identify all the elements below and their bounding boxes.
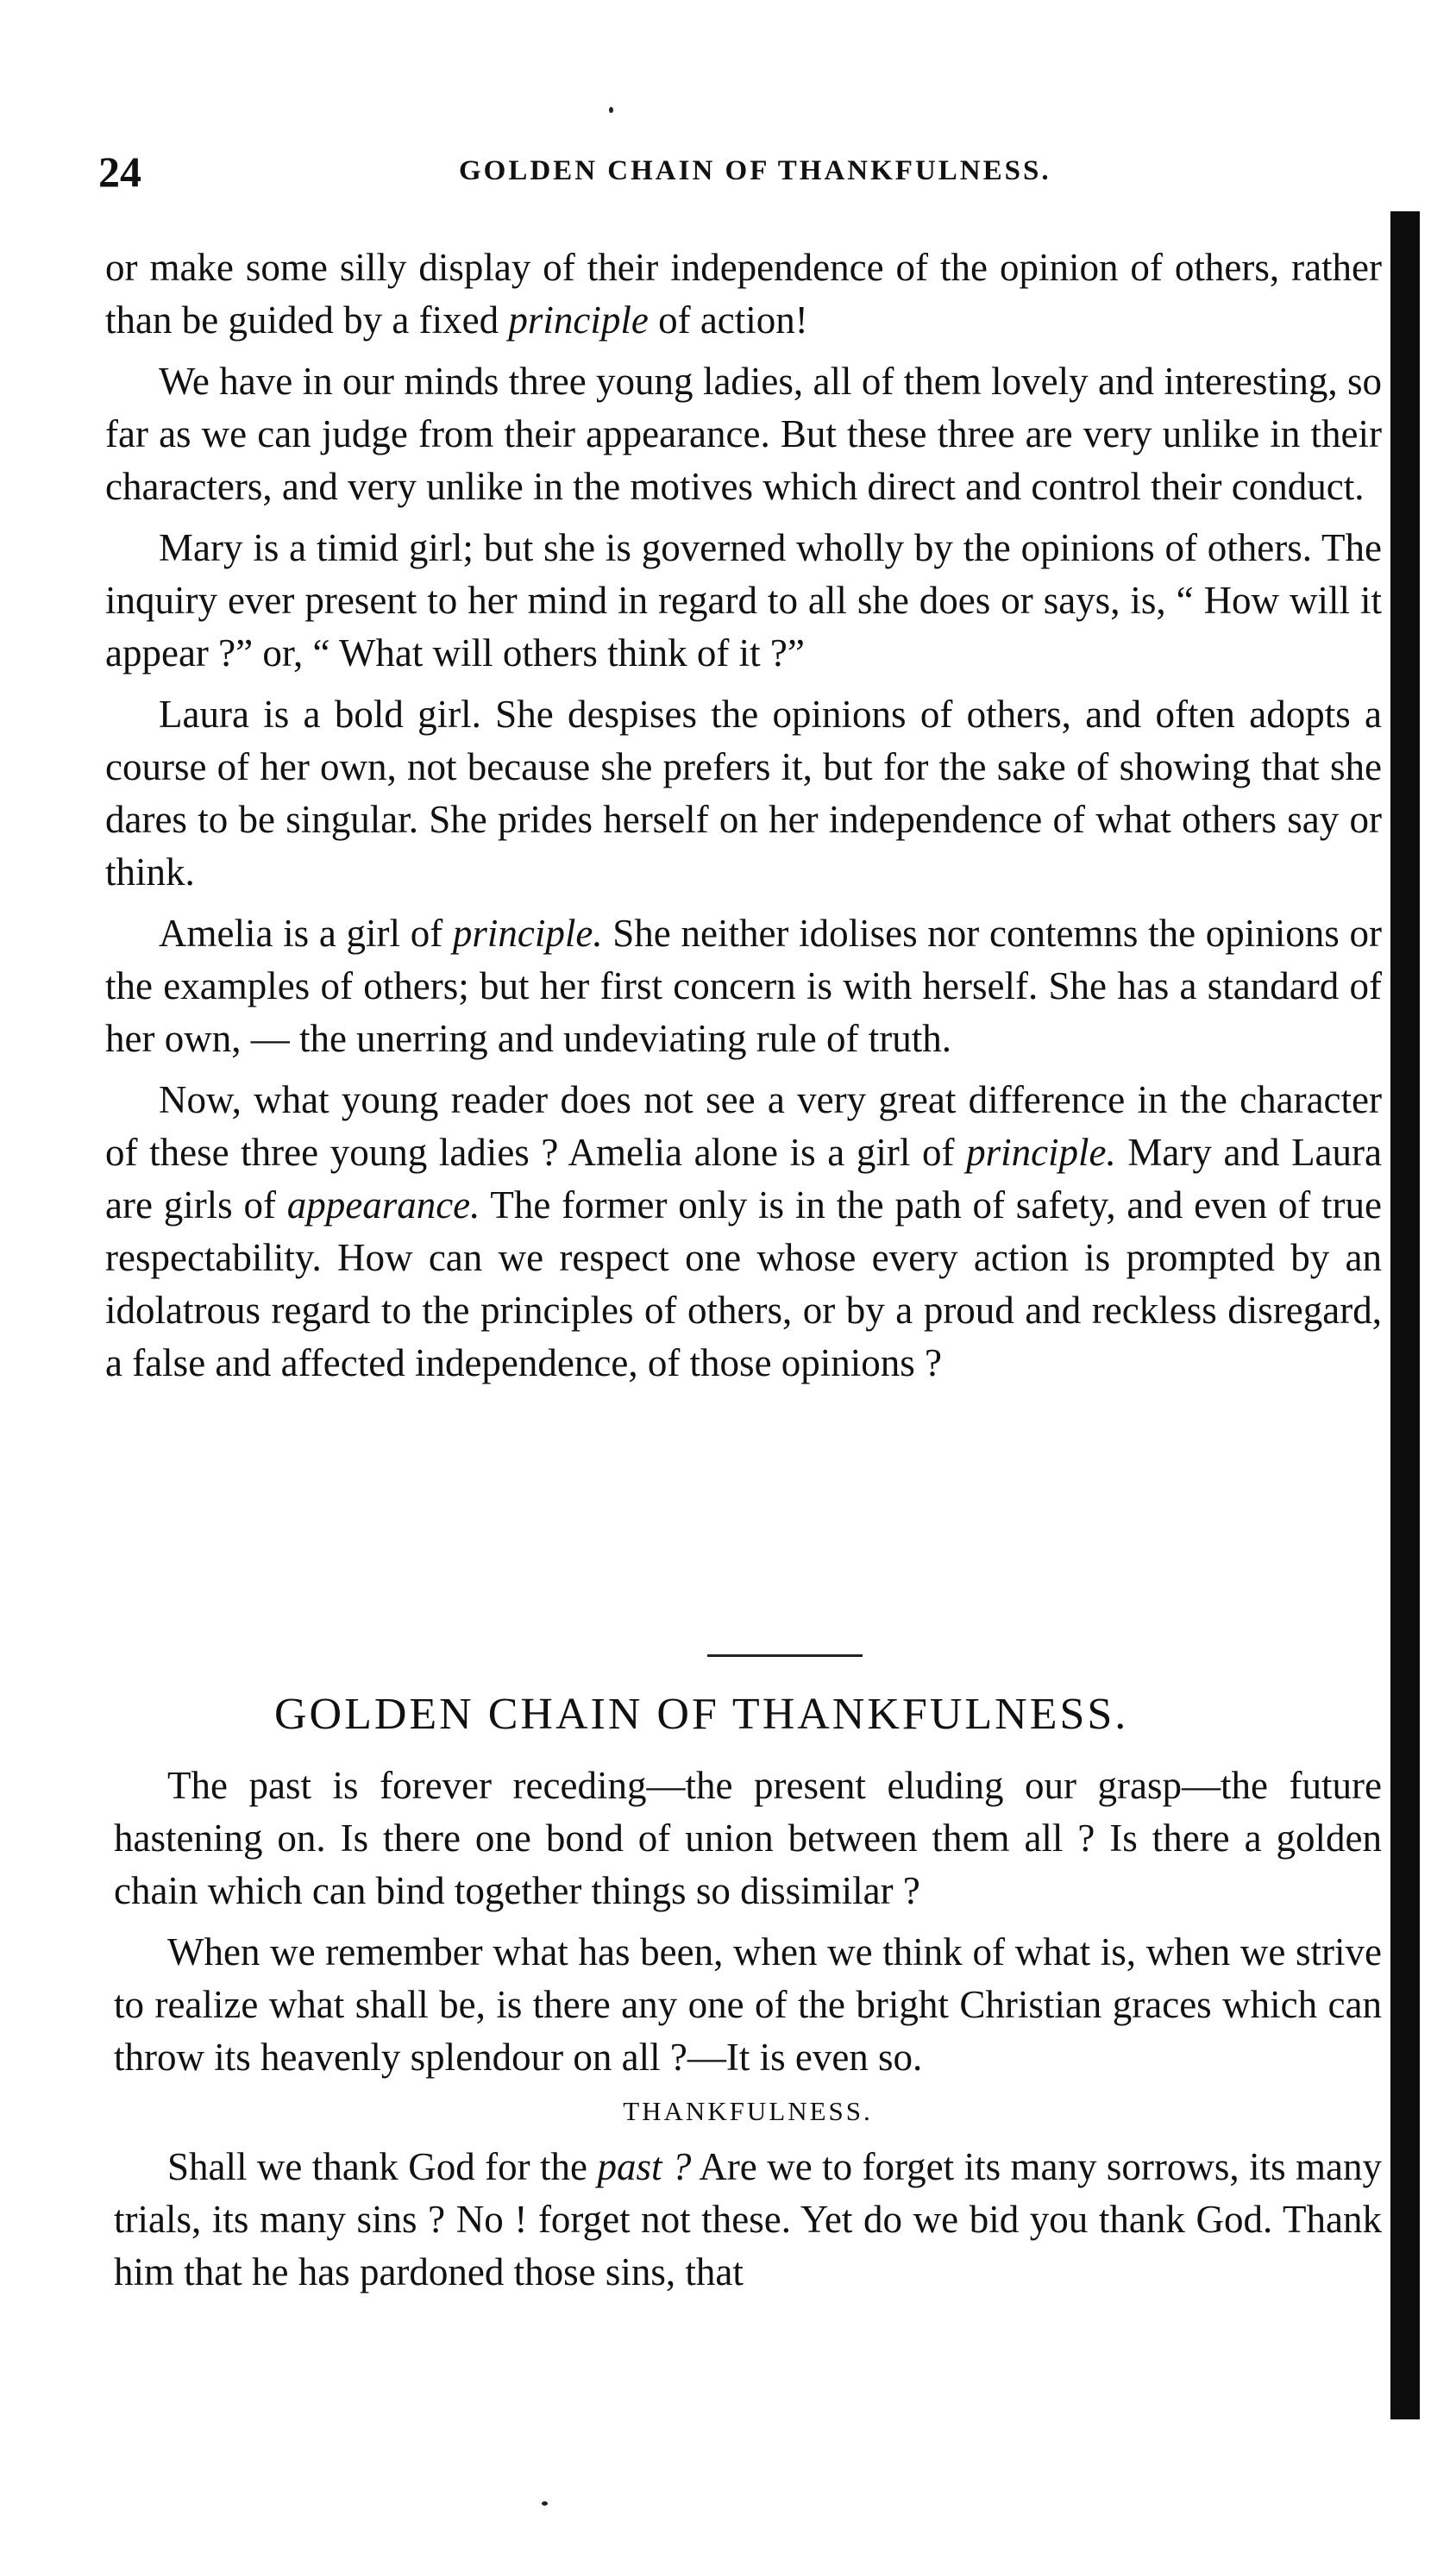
ink-speck	[542, 2501, 548, 2506]
scan-edge-shadow	[1390, 211, 1420, 2419]
running-head: GOLDEN CHAIN OF THANKFULNESS.	[459, 155, 1051, 186]
paragraph: Laura is a bold girl. She despises the opinions of others, and often adopts a course of her own, not because she prefers it, but for the sake of showing that she dares to be singular. She prides herself on her independence of what others say or think.	[105, 693, 1382, 894]
paragraph: Amelia is a girl of principle. She neither idolises nor contemns the opinions or the examples of others; but her first concern is with herself. She has a standard of her own, — the unerring and undeviating rule of truth.	[105, 912, 1382, 1060]
paragraph: When we remember what has been, when we think of what is, when we strive to realize what shall be, is there any one of the bright Christian graces which can throw its heavenly splendour on all ?—It is even so.	[114, 1930, 1382, 2079]
article-principle	[105, 242, 1382, 1398]
paragraph: We have in our minds three young ladies, all of them lovely and interesting, so far as we can judge from their appearance. But these three are very unlike in their characters, and very unlike in the motives which direct and control their conduct.	[105, 360, 1382, 508]
paragraph: Mary is a timid girl; but she is governed wholly by the opinions of others. The inquiry ever present to her mind in regard to all she does or says, is, “ How will it appear ?” or, “ What will others think of it ?”	[105, 526, 1382, 675]
paragraph: The past is forever receding—the present eluding our grasp—the future hastening on. Is there one bond of union between them all ? Is there a golden chain which can bind together things so dissimilar ?	[114, 1764, 1382, 1912]
paragraph: Shall we thank God for the past ? Are we to forget its many sorrows, its many trials, its many sins ? No ! forget not these. Yet do we bid you thank God. Thank him that he has pardoned those sins, that	[114, 2145, 1382, 2293]
paragraph: or make some silly display of their independence of the opinion of others, rather than be guided by a fixed principle of action!	[105, 246, 1382, 342]
article-thankfulness	[114, 1760, 1382, 2307]
sub-heading: THANKFULNESS.	[623, 2096, 873, 2126]
paragraph: Now, what young reader does not see a very great difference in the character of these three young ladies ? Amelia alone is a girl of principle. Mary and Laura are girls of appearance. The former only is in the path of safety, and even of true respectability. How can we respect one whose every action is prompted by an idolatrous regard to the principles of others, or by a proud and reckless disregard, a false and affected independence, of those opinions ?	[105, 1078, 1382, 1384]
page-header	[98, 147, 1392, 198]
section-divider	[707, 1654, 863, 1657]
page-number: 24	[98, 147, 141, 196]
section-title: GOLDEN CHAIN OF THANKFULNESS.	[274, 1690, 1129, 1739]
ink-speck	[609, 107, 613, 113]
